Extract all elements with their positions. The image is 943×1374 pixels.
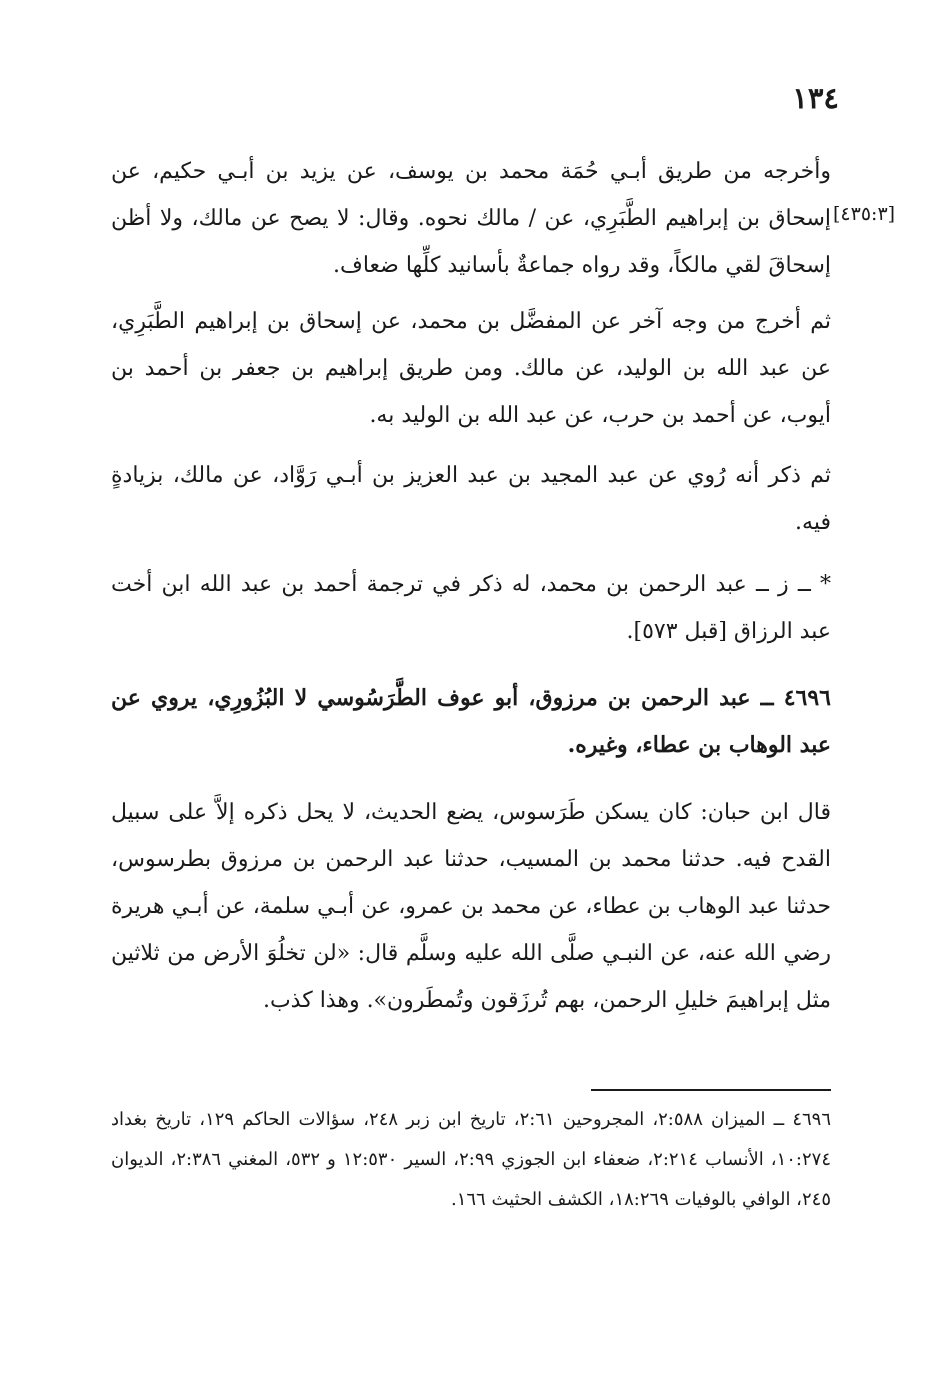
paragraph-text: ثم ذكر أنه رُوي عن عبد المجيد بن عبد العزيز بن أبـي رَوَّاد، عن مالك، بزيادةٍ فيه.	[111, 463, 831, 535]
paragraph-text: ثم أخرج من وجه آخر عن المفضَّل بن محمد، عن إسحاق بن إبراهيم الطَّبَرِي، عن عبد الله بن الوليد، عن مالك. ومن طريق إبراهيم بن جعفر بن أحمد بن أيوب، عن أحمد بن حرب، عن عبد الله بن الوليد به.	[111, 309, 832, 428]
paragraph-1	[111, 148, 831, 289]
paragraph-text: ٤٦٩٦ ــ عبد الرحمن بن مرزوق، أبو عوف الطَّرَسُوسي لا البُزُورِي، يروي عن عبد الوهاب بن عطاء، وغيره.	[111, 685, 831, 758]
footnotes	[111, 1100, 831, 1220]
page-number: ١٣٤	[792, 81, 839, 115]
paragraph-text: * ــ ز ــ عبد الرحمن بن محمد، له ذكر في ترجمة أحمد بن عبد الله ابن أخت عبد الرزاق [قبل ٥٧٣].	[111, 572, 831, 644]
margin-reference: [٤٣٥:٣]	[833, 203, 896, 225]
footnote-divider	[591, 1089, 831, 1091]
paragraph-ibn-hibban	[111, 789, 831, 1024]
paragraph-text: قال ابن حبان: كان يسكن طَرَسوس، يضع الحديث، لا يحل ذكره إلاَّ على سبيل القدح فيه. حدثنا محمد بن المسيب، حدثنا عبد الرحمن بن مرزوق بطرسوس، حدثنا عبد الوهاب بن عطاء، عن محمد بن عمرو، عن أبـي سلمة، عن أبـي هريرة رضي الله عنه، عن النبـي صلَّى الله عليه وسلَّم قال: «لن تخلُوَ الأرض من ثلاثين مثل إبراهيمَ خليلِ الرحمن، بهم تُرزَقون وتُمطَرون». وهذا كذب.	[111, 800, 831, 1013]
entry-cross-reference	[111, 561, 831, 655]
footnote-text: ٤٦٩٦ ــ الميزان ٢:٥٨٨، المجروحين ٢:٦١، تاريخ ابن زبر ٢٤٨، سؤالات الحاكم ١٢٩، تاريخ بغداد ١٠:٢٧٤، الأنساب ٢:٢١٤، ضعفاء ابن الجوزي ٢:٩٩، السير ١٢:٥٣٠ و ٥٣٢، المغني ٢:٣٨٦، الديوان ٢٤٥، الوافي بالوفيات ١٨:٢٦٩، الكشف الحثيث ١٦٦.	[111, 1109, 831, 1210]
paragraph-text: وأخرجه من طريق أبـي حُمَة محمد بن يوسف، عن يزيد بن أبـي حكيم، عن إسحاق بن إبراهيم الطَّبَرِي، عن / مالك نحوه. وقال: لا يصح عن مالك، ولا أظن إسحاقَ لقي مالكاً، وقد رواه جماعةٌ بأسانيد كلِّها ضعاف.	[111, 159, 831, 278]
paragraph-2	[111, 298, 831, 439]
paragraph-3	[111, 452, 831, 546]
entry-4696-heading	[111, 675, 831, 769]
